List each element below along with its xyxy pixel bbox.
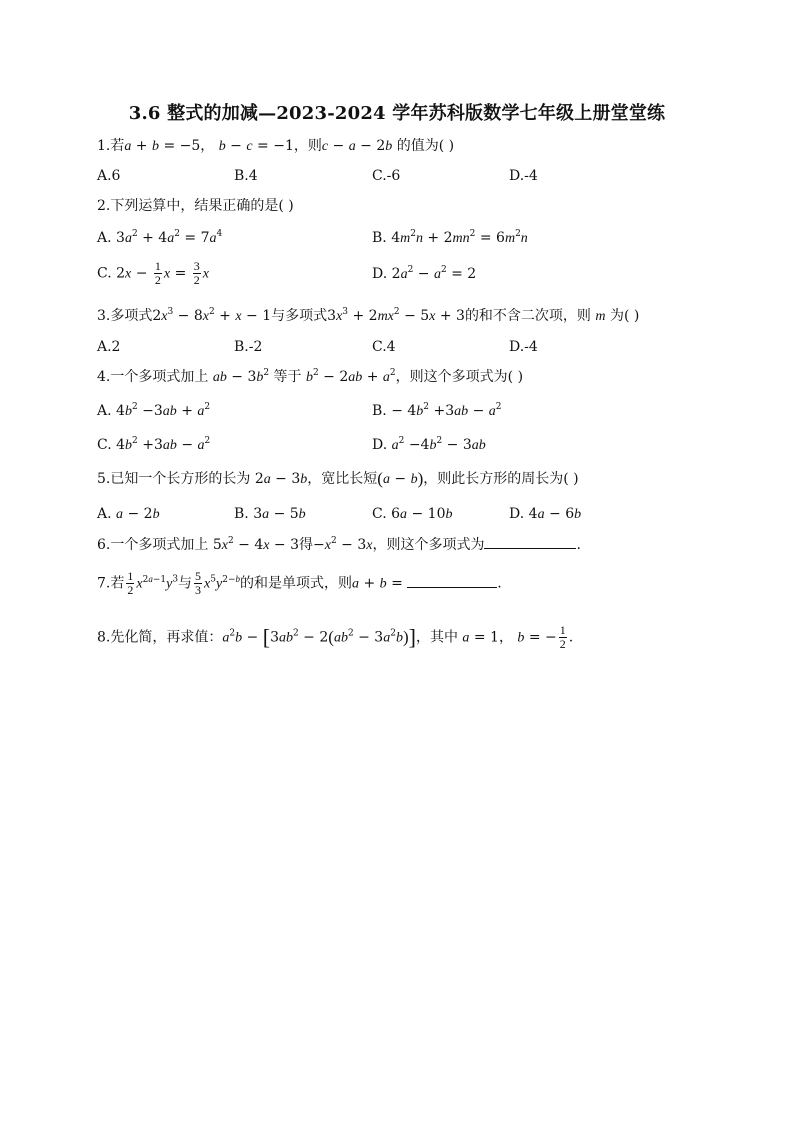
q3-option-d[interactable]: D.-4 bbox=[509, 339, 538, 355]
q1-option-d[interactable]: D.-4 bbox=[509, 168, 538, 184]
q2-option-c[interactable]: C. 2x − $\frac{1}{2}$ x = $\frac{3}{2}$ x bbox=[97, 259, 209, 287]
question-2: 2.下列运算中，结果正确的是( ) bbox=[97, 198, 294, 214]
q5-option-b[interactable]: B. 3a − 5b bbox=[234, 506, 306, 522]
page-title: 3.6 整式的加减—2023-2024 学年苏科版数学七年级上册堂堂练 bbox=[128, 103, 666, 124]
q3-option-b[interactable]: B.-2 bbox=[234, 339, 263, 355]
q1-option-c[interactable]: C.-6 bbox=[372, 168, 401, 184]
q4-option-c[interactable]: C. $4b^2 +3ab - a^2$ bbox=[97, 436, 211, 453]
q2-option-d[interactable]: D. $2a^2 - a^2 = 2$ bbox=[372, 265, 477, 282]
q5-option-a[interactable]: A. a − 2b bbox=[97, 506, 160, 522]
q1-option-b[interactable]: B.4 bbox=[234, 168, 258, 184]
question-3: 3.多项式$2x^3 - 8x^2 + x - 1$与多项式$3x^3 + 2mx^2 - 5x + 3$的和不含二次项，则 m 为( ) bbox=[97, 307, 640, 324]
question-8: 8.先化简，再求值：$a^2b - [3ab^2 - 2(ab^2 - 3a^2b)]$，其中 a = 1， b = − $\frac{1}{2}$ . bbox=[97, 623, 574, 651]
question-4: 4.一个多项式加上 ab − $3b^2$ 等于 $b^2 - 2ab + a^2$，则这个多项式为( ) bbox=[97, 368, 524, 385]
question-7: 7.若 $\frac{1}{2}$ $x^{2a-1}y^3$与 $\frac{5}{3}$ $x^5y^{2-b}$的和是单项式，则a + b = . bbox=[97, 569, 502, 597]
q3-option-c[interactable]: C.4 bbox=[372, 339, 396, 355]
q5-option-c[interactable]: C. 6a − 10b bbox=[372, 506, 453, 522]
question-1: 1.若a + b = −5， b − c = −1，则c − a − 2b 的值为( ) bbox=[97, 138, 455, 154]
q4-option-d[interactable]: D. $a^2 -4b^2 - 3ab$ bbox=[372, 436, 486, 453]
q6-answer-blank[interactable] bbox=[484, 534, 576, 549]
q3-option-a[interactable]: A.2 bbox=[97, 339, 121, 355]
q2-option-a[interactable]: A. $3a^2 + 4a^2 = 7a^4$ bbox=[97, 229, 223, 246]
question-5: 5.已知一个长方形的长为 2a − 3b，宽比长短(a − b)，则此长方形的周长为( ) bbox=[97, 469, 579, 488]
q1-option-a[interactable]: A.6 bbox=[97, 168, 121, 184]
q4-option-b[interactable]: B. − $4b^2 +3ab - a^2$ bbox=[372, 402, 502, 419]
q7-answer-blank[interactable] bbox=[407, 573, 497, 588]
q2-option-b[interactable]: B. $4m^2n + 2mn^2 = 6m^2n$ bbox=[372, 229, 528, 246]
q5-option-d[interactable]: D. 4a − 6b bbox=[509, 506, 582, 522]
q4-option-a[interactable]: A. $4b^2 -3ab + a^2$ bbox=[97, 402, 211, 419]
question-6: 6.一个多项式加上 $5x^2 - 4x - 3$得$-x^2 - 3x$，则这个多项式为 . bbox=[97, 536, 581, 553]
